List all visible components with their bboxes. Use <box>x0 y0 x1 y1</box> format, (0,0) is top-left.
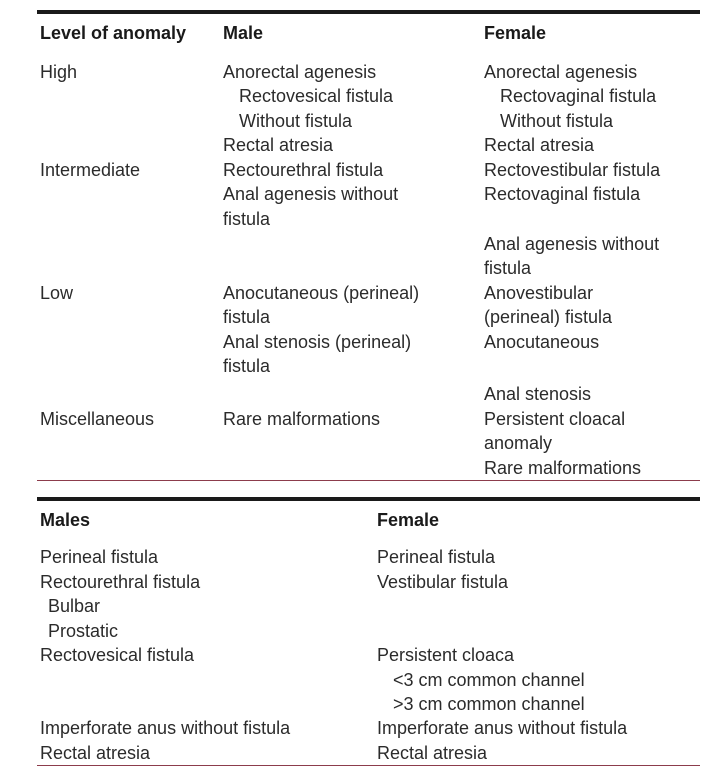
female-cell: Persistent cloaca <box>377 645 515 665</box>
male-cell: Anal stenosis (perineal) <box>223 332 412 352</box>
male-cell: Rare malformations <box>223 409 381 429</box>
males-cell: Perineal fistula <box>40 547 159 567</box>
table-body <box>37 54 700 480</box>
level-high: High <box>40 62 78 82</box>
anomaly-level-table <box>37 10 700 481</box>
female-cell: Anorectal agenesis <box>484 62 638 82</box>
female-cell: fistula <box>484 258 532 278</box>
female-cell: Persistent cloacal <box>484 409 626 429</box>
female-cell: Imperforate anus without fistula <box>377 718 628 738</box>
female-cell: (perineal) fistula <box>484 307 613 327</box>
males-cell: Rectovesical fistula <box>40 645 195 665</box>
table-header <box>37 501 700 541</box>
male-cell: fistula <box>223 209 271 229</box>
male-cell: Without fistula <box>239 111 353 131</box>
female-cell: Rectovaginal fistula <box>484 184 641 204</box>
header-males: Males <box>40 510 91 530</box>
header-level-of-anomaly: Level of anomaly <box>40 23 187 43</box>
female-cell: Perineal fistula <box>377 547 496 567</box>
level-low: Low <box>40 283 74 303</box>
male-cell: Anocutaneous (perineal) <box>223 283 420 303</box>
male-cell: Anorectal agenesis <box>223 62 377 82</box>
female-cell: Anocutaneous <box>484 332 600 352</box>
males-cell: Imperforate anus without fistula <box>40 718 291 738</box>
header-male: Male <box>223 23 264 43</box>
males-cell: Rectourethral fistula <box>40 572 201 592</box>
level-intermediate: Intermediate <box>40 160 141 180</box>
males-cell: Bulbar <box>48 596 101 616</box>
female-cell: <3 cm common channel <box>393 670 585 690</box>
male-cell: Anal agenesis without <box>223 184 399 204</box>
female-cell: Anal stenosis <box>484 384 592 404</box>
female-cell: Rare malformations <box>484 458 642 478</box>
male-cell: Rectourethral fistula <box>223 160 384 180</box>
males-cell: Prostatic <box>48 621 119 641</box>
male-cell: fistula <box>223 356 271 376</box>
female-cell: Rectal atresia <box>377 743 488 763</box>
male-cell: fistula <box>223 307 271 327</box>
table-body <box>37 541 700 765</box>
classification-table <box>37 497 700 766</box>
males-cell: Rectal atresia <box>40 743 151 763</box>
female-cell: Without fistula <box>500 111 614 131</box>
female-cell: Rectovaginal fistula <box>500 86 657 106</box>
female-cell: anomaly <box>484 433 553 453</box>
female-cell: Rectal atresia <box>484 135 595 155</box>
female-cell: >3 cm common channel <box>393 694 585 714</box>
female-cell: Vestibular fistula <box>377 572 509 592</box>
header-female: Female <box>484 23 547 43</box>
female-cell: Anovestibular <box>484 283 594 303</box>
male-cell: Rectovesical fistula <box>239 86 394 106</box>
header-female: Female <box>377 510 440 530</box>
table-header <box>37 14 700 54</box>
female-cell: Anal agenesis without <box>484 234 660 254</box>
male-cell: Rectal atresia <box>223 135 334 155</box>
level-miscellaneous: Miscellaneous <box>40 409 155 429</box>
female-cell: Rectovestibular fistula <box>484 160 661 180</box>
